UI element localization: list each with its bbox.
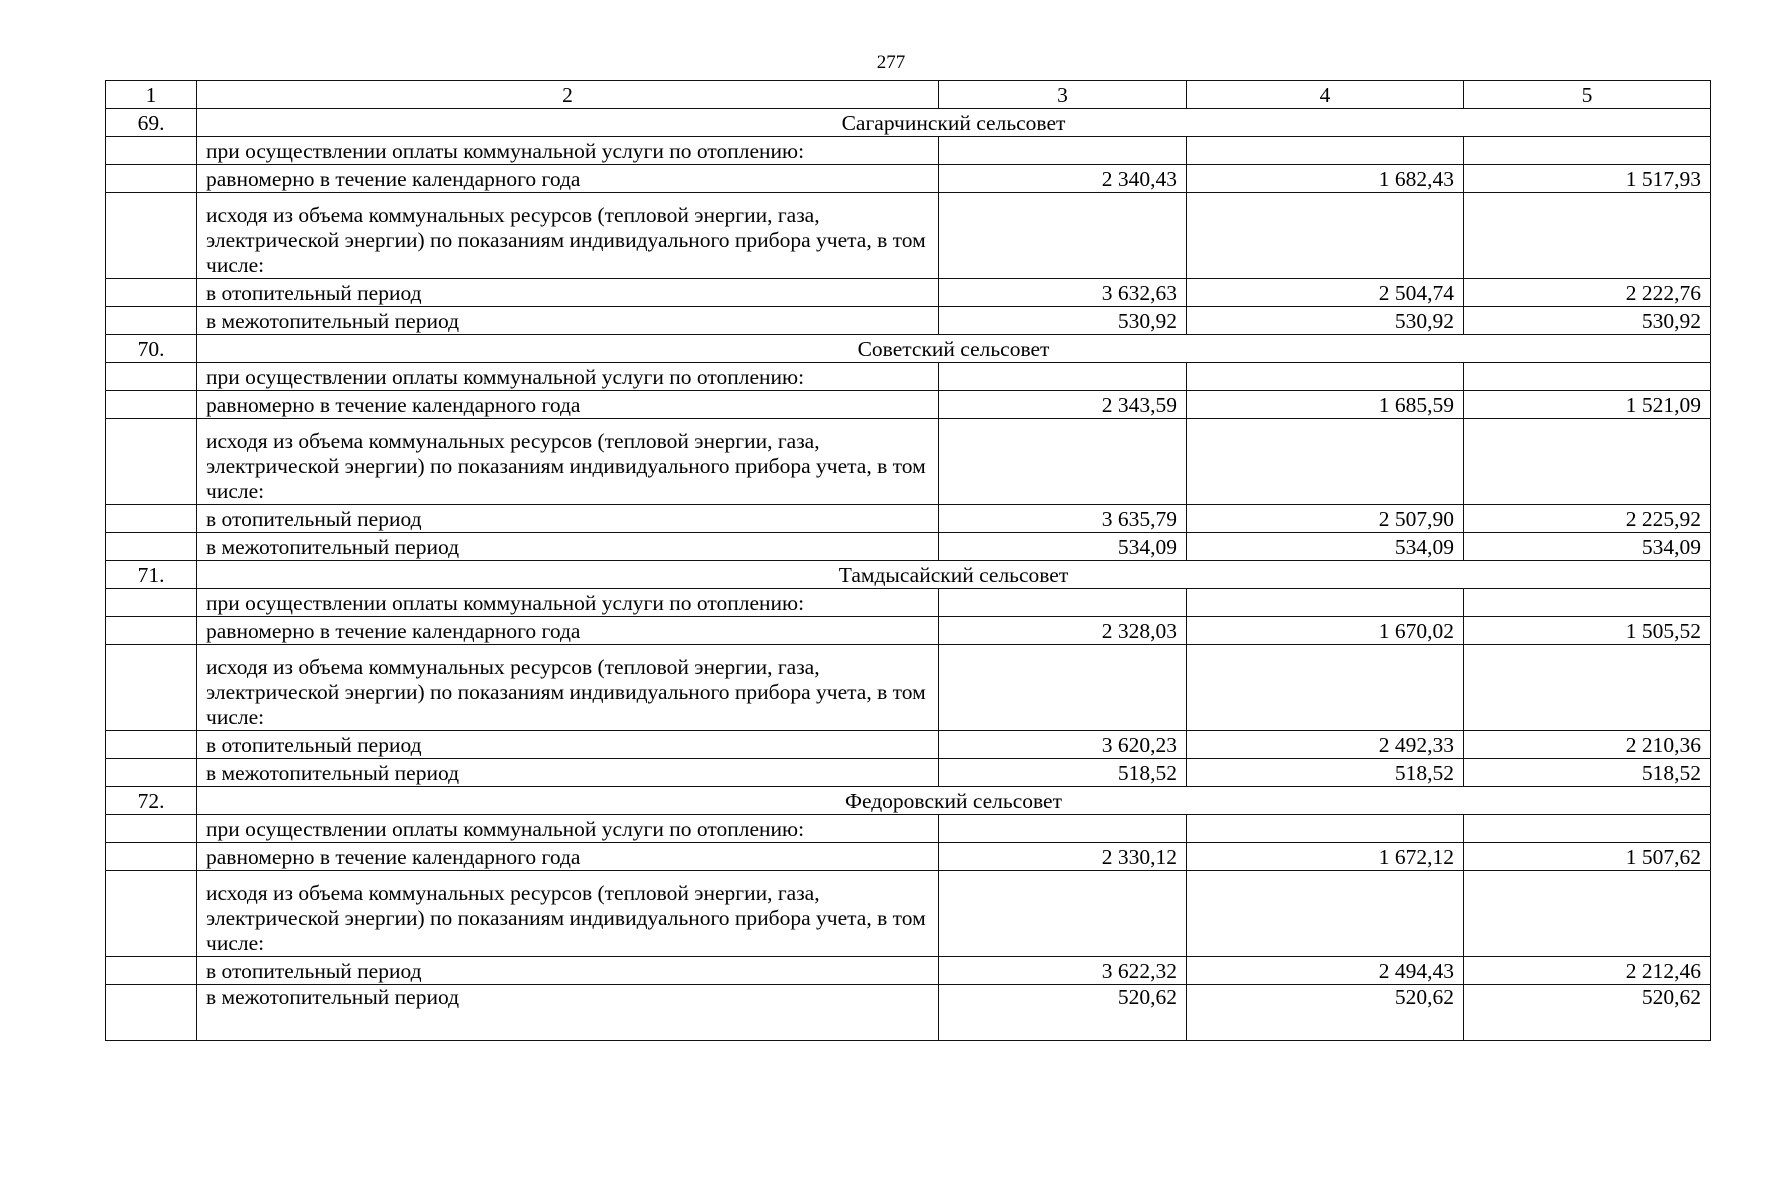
row-label: при осуществлении оплаты коммунальной услуги по отоплению: (197, 815, 939, 843)
value-col-3: 530,92 (939, 307, 1187, 335)
value-col-5: 520,62 (1464, 985, 1711, 1041)
row-label: в отопительный период (197, 957, 939, 985)
row-number-cell (106, 645, 197, 731)
value-col-5 (1464, 871, 1711, 957)
value-col-5: 2 222,76 (1464, 279, 1711, 307)
value-col-5 (1464, 645, 1711, 731)
section-number: 72. (106, 787, 197, 815)
value-col-5: 530,92 (1464, 307, 1711, 335)
value-col-4: 534,09 (1187, 533, 1464, 561)
value-col-3 (939, 589, 1187, 617)
row-label: равномерно в течение календарного года (197, 843, 939, 871)
row-number-cell (106, 391, 197, 419)
value-col-3 (939, 871, 1187, 957)
row-label: при осуществлении оплаты коммунальной услуги по отоплению: (197, 589, 939, 617)
value-col-3: 3 620,23 (939, 731, 1187, 759)
value-col-4 (1187, 645, 1464, 731)
section-row (106, 561, 1711, 589)
value-col-3: 2 340,43 (939, 165, 1187, 193)
value-col-3: 3 635,79 (939, 505, 1187, 533)
row-number-cell (106, 617, 197, 645)
table-row (106, 731, 1711, 759)
row-number-cell (106, 307, 197, 335)
value-col-3: 518,52 (939, 759, 1187, 787)
table-row (106, 589, 1711, 617)
row-number-cell (106, 731, 197, 759)
value-col-4: 2 507,90 (1187, 505, 1464, 533)
row-label: исходя из объема коммунальных ресурсов (тепловой энергии, газа, электрической энергии) по показаниям индивидуального прибора учета, в том числе: (197, 193, 939, 279)
header-cell-4: 4 (1187, 81, 1464, 109)
value-col-4 (1187, 871, 1464, 957)
row-label: в отопительный период (197, 505, 939, 533)
value-col-4 (1187, 815, 1464, 843)
table-row (106, 871, 1711, 957)
section-name: Советский сельсовет (197, 335, 1711, 363)
header-cell-5: 5 (1464, 81, 1711, 109)
section-name: Сагарчинский сельсовет (197, 109, 1711, 137)
page-number: 277 (876, 52, 906, 73)
value-col-3 (939, 363, 1187, 391)
value-col-3: 534,09 (939, 533, 1187, 561)
row-number-cell (106, 815, 197, 843)
row-label: при осуществлении оплаты коммунальной услуги по отоплению: (197, 363, 939, 391)
row-label: в межотопительный период (197, 759, 939, 787)
value-col-5 (1464, 193, 1711, 279)
value-col-4: 2 494,43 (1187, 957, 1464, 985)
value-col-5 (1464, 363, 1711, 391)
value-col-4 (1187, 193, 1464, 279)
section-number: 69. (106, 109, 197, 137)
row-number-cell (106, 985, 197, 1041)
table-row (106, 617, 1711, 645)
table-row (106, 419, 1711, 505)
row-label: равномерно в течение календарного года (197, 165, 939, 193)
value-col-3 (939, 645, 1187, 731)
table-row (106, 957, 1711, 985)
row-number-cell (106, 871, 197, 957)
row-number-cell (106, 165, 197, 193)
row-label: исходя из объема коммунальных ресурсов (тепловой энергии, газа, электрической энергии) по показаниям индивидуального прибора учета, в том числе: (197, 419, 939, 505)
value-col-5: 1 505,52 (1464, 617, 1711, 645)
value-col-5 (1464, 815, 1711, 843)
row-number-cell (106, 419, 197, 505)
header-row (106, 81, 1711, 109)
section-row (106, 109, 1711, 137)
row-label: исходя из объема коммунальных ресурсов (тепловой энергии, газа, электрической энергии) по показаниям индивидуального прибора учета, в том числе: (197, 871, 939, 957)
value-col-4 (1187, 589, 1464, 617)
section-number: 70. (106, 335, 197, 363)
value-col-3: 3 632,63 (939, 279, 1187, 307)
value-col-4: 530,92 (1187, 307, 1464, 335)
table-row (106, 533, 1711, 561)
table-row (106, 307, 1711, 335)
header-cell-3: 3 (939, 81, 1187, 109)
value-col-5: 518,52 (1464, 759, 1711, 787)
value-col-3 (939, 419, 1187, 505)
value-col-4 (1187, 137, 1464, 165)
tariff-table (105, 80, 1711, 1041)
value-col-4: 518,52 (1187, 759, 1464, 787)
row-number-cell (106, 363, 197, 391)
table-row (106, 137, 1711, 165)
value-col-4: 520,62 (1187, 985, 1464, 1041)
value-col-4 (1187, 363, 1464, 391)
value-col-4: 1 670,02 (1187, 617, 1464, 645)
value-col-3: 520,62 (939, 985, 1187, 1041)
value-col-3: 2 343,59 (939, 391, 1187, 419)
table-row (106, 391, 1711, 419)
table-row (106, 193, 1711, 279)
value-col-4: 2 492,33 (1187, 731, 1464, 759)
row-number-cell (106, 533, 197, 561)
header-cell-2: 2 (197, 81, 939, 109)
value-col-5 (1464, 137, 1711, 165)
value-col-5: 2 212,46 (1464, 957, 1711, 985)
table-row (106, 843, 1711, 871)
value-col-3 (939, 193, 1187, 279)
value-col-5: 1 507,62 (1464, 843, 1711, 871)
value-col-3: 2 328,03 (939, 617, 1187, 645)
row-label: исходя из объема коммунальных ресурсов (тепловой энергии, газа, электрической энергии) по показаниям индивидуального прибора учета, в том числе: (197, 645, 939, 731)
table-row (106, 505, 1711, 533)
value-col-3 (939, 815, 1187, 843)
table-row (106, 363, 1711, 391)
row-number-cell (106, 957, 197, 985)
value-col-3: 3 622,32 (939, 957, 1187, 985)
row-label: равномерно в течение календарного года (197, 617, 939, 645)
row-number-cell (106, 843, 197, 871)
value-col-4: 2 504,74 (1187, 279, 1464, 307)
value-col-4: 1 672,12 (1187, 843, 1464, 871)
section-name: Тамдысайский сельсовет (197, 561, 1711, 589)
value-col-5: 1 517,93 (1464, 165, 1711, 193)
row-number-cell (106, 193, 197, 279)
row-label: в отопительный период (197, 731, 939, 759)
value-col-3 (939, 137, 1187, 165)
table-row (106, 645, 1711, 731)
row-number-cell (106, 759, 197, 787)
value-col-5 (1464, 589, 1711, 617)
row-label: в межотопительный период (197, 985, 939, 1041)
row-number-cell (106, 505, 197, 533)
row-label: в межотопительный период (197, 533, 939, 561)
row-number-cell (106, 279, 197, 307)
row-number-cell (106, 137, 197, 165)
table-row (106, 279, 1711, 307)
value-col-3: 2 330,12 (939, 843, 1187, 871)
value-col-5 (1464, 419, 1711, 505)
row-label: при осуществлении оплаты коммунальной услуги по отоплению: (197, 137, 939, 165)
section-row (106, 335, 1711, 363)
row-label: равномерно в течение календарного года (197, 391, 939, 419)
row-number-cell (106, 589, 197, 617)
header-cell-1: 1 (106, 81, 197, 109)
value-col-5: 2 210,36 (1464, 731, 1711, 759)
section-name: Федоровский сельсовет (197, 787, 1711, 815)
value-col-4: 1 685,59 (1187, 391, 1464, 419)
value-col-5: 1 521,09 (1464, 391, 1711, 419)
value-col-5: 534,09 (1464, 533, 1711, 561)
value-col-4: 1 682,43 (1187, 165, 1464, 193)
table-row (106, 985, 1711, 1041)
row-label: в отопительный период (197, 279, 939, 307)
section-row (106, 787, 1711, 815)
table-row (106, 815, 1711, 843)
section-number: 71. (106, 561, 197, 589)
value-col-5: 2 225,92 (1464, 505, 1711, 533)
value-col-4 (1187, 419, 1464, 505)
table-row (106, 759, 1711, 787)
row-label: в межотопительный период (197, 307, 939, 335)
table-row (106, 165, 1711, 193)
